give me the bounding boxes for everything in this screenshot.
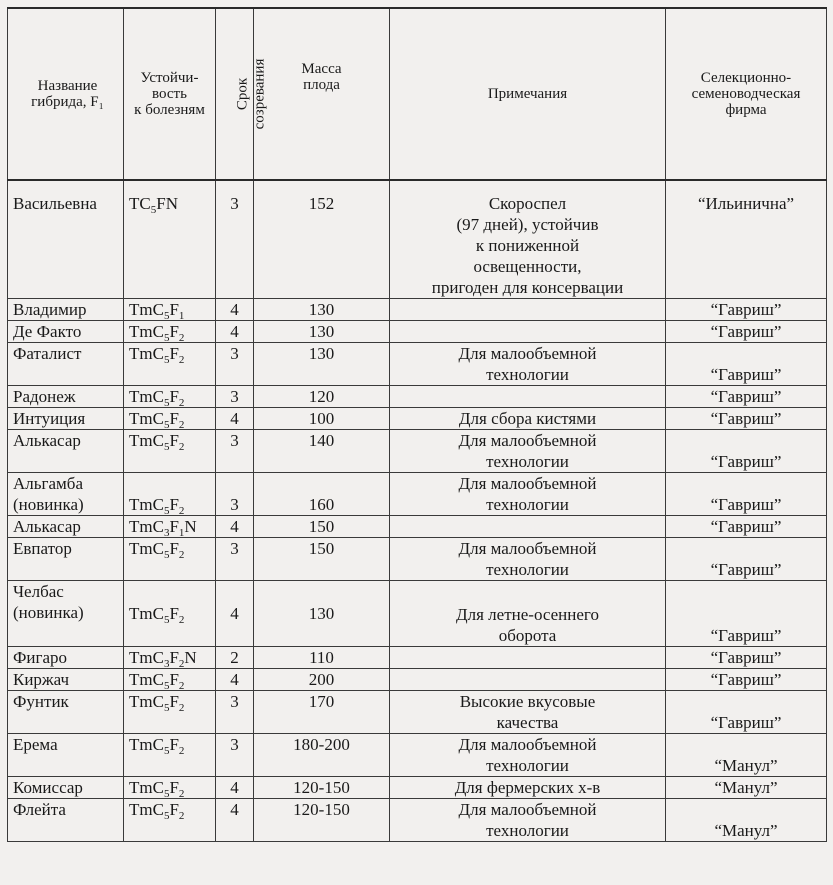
fruit-mass: 120-150 <box>254 799 390 842</box>
hybrid-name <box>8 180 124 299</box>
ripening-term: 3 <box>216 734 254 777</box>
notes <box>390 299 666 321</box>
table-row <box>8 516 827 538</box>
note-line: освещенности, <box>473 257 582 276</box>
ripening-term: 3 <box>216 343 254 386</box>
notes <box>390 538 666 581</box>
hybrid-name-line: Владимир <box>13 300 87 319</box>
table-row <box>8 799 827 842</box>
note-line: Для малообъемной <box>458 431 597 450</box>
notes <box>390 408 666 430</box>
notes <box>390 516 666 538</box>
table-row <box>8 647 827 669</box>
table-row <box>8 538 827 581</box>
note-line: Для малообъемной <box>458 539 597 558</box>
seed-firm: “Гавриш” <box>666 691 827 734</box>
seed-firm: “Гавриш” <box>666 647 827 669</box>
table-row <box>8 691 827 734</box>
notes <box>390 343 666 386</box>
hybrid-name <box>8 734 124 777</box>
ripening-term: 4 <box>216 299 254 321</box>
fruit-mass: 130 <box>254 299 390 321</box>
seed-firm: “Гавриш” <box>666 386 827 408</box>
notes <box>390 799 666 842</box>
note-line: Скороспел <box>488 194 567 213</box>
fruit-mass: 130 <box>254 321 390 343</box>
note-line: технологии <box>486 560 569 579</box>
table-row <box>8 408 827 430</box>
hybrid-name <box>8 343 124 386</box>
hybrid-name <box>8 799 124 842</box>
ripening-term: 3 <box>216 691 254 734</box>
notes <box>390 473 666 516</box>
hybrid-name <box>8 473 124 516</box>
resistance-code: $TmC_3F_2N$ <box>124 647 216 669</box>
hybrid-name-line: Радонеж <box>13 387 76 406</box>
hybrid-name-line: Фунтик <box>13 692 69 711</box>
header-name: Название гибрида, F₁ <box>8 8 124 180</box>
note-line: Высокие вкусовые <box>459 692 596 711</box>
table-row <box>8 777 827 799</box>
ripening-term: 3 <box>216 473 254 516</box>
hybrid-name-line: Интуиция <box>13 409 86 428</box>
hybrid-name-line: Евпатор <box>13 539 72 558</box>
notes <box>390 647 666 669</box>
resistance-code: $TmC_5F_2$ <box>124 691 216 734</box>
note-line: пригоден для консервации <box>431 278 624 297</box>
resistance-code: $TmC_5F_2$ <box>124 343 216 386</box>
hybrid-name-line: Ерема <box>13 735 58 754</box>
hybrid-name-line: Челбас <box>13 582 64 601</box>
resistance-code: $TmC_5F_1$ <box>124 299 216 321</box>
notes <box>390 734 666 777</box>
notes <box>390 430 666 473</box>
hybrid-name <box>8 408 124 430</box>
hybrid-name <box>8 669 124 691</box>
header-firm: Селекционно- семеноводческая фирма <box>666 8 827 180</box>
note-line: технологии <box>486 821 569 840</box>
resistance-code: $TmC_5F_2$ <box>124 777 216 799</box>
hybrid-name-line: (новинка) <box>13 603 84 622</box>
notes <box>390 321 666 343</box>
fruit-mass: 170 <box>254 691 390 734</box>
hybrid-name <box>8 386 124 408</box>
hybrid-name-line: Алькасар <box>13 517 81 536</box>
notes <box>390 581 666 647</box>
note-line: технологии <box>486 452 569 471</box>
note-line: Для малообъемной <box>458 344 597 363</box>
hybrid-name <box>8 691 124 734</box>
table-row <box>8 321 827 343</box>
hybrid-name-line: Фигаро <box>13 648 68 667</box>
resistance-code: $TmC_5F_2$ <box>124 669 216 691</box>
ripening-term: 2 <box>216 647 254 669</box>
resistance-code: $TmC_5F_2$ <box>124 408 216 430</box>
ripening-term: 3 <box>216 386 254 408</box>
note-line: технологии <box>486 365 569 384</box>
ripening-term: 3 <box>216 180 254 299</box>
hybrid-name-line: Флейта <box>13 800 66 819</box>
note-line: Для малообъемной <box>458 735 597 754</box>
seed-firm: “Гавриш” <box>666 430 827 473</box>
fruit-mass: 152 <box>254 180 390 299</box>
fruit-mass: 150 <box>254 516 390 538</box>
table-row <box>8 734 827 777</box>
table-row <box>8 581 827 647</box>
header-notes: Примечания <box>390 8 666 180</box>
resistance-code: $TmC_5F_2$ <box>124 386 216 408</box>
resistance-code: $TmC_5F_2$ <box>124 799 216 842</box>
resistance-code: $TmC_5F_2$ <box>124 538 216 581</box>
ripening-term: 4 <box>216 516 254 538</box>
seed-firm: “Манул” <box>666 799 827 842</box>
notes <box>390 386 666 408</box>
resistance-code: $TC_5FN$ <box>124 180 216 299</box>
fruit-mass: 130 <box>254 581 390 647</box>
resistance-code: $TmC_5F_2$ <box>124 734 216 777</box>
table-row <box>8 299 827 321</box>
hybrid-name-line: Де Факто <box>13 322 82 341</box>
seed-firm: “Гавриш” <box>666 538 827 581</box>
fruit-mass: 200 <box>254 669 390 691</box>
seed-firm: “Гавриш” <box>666 473 827 516</box>
seed-firm: “Гавриш” <box>666 516 827 538</box>
header-term <box>216 8 268 180</box>
seed-firm: “Манул” <box>666 777 827 799</box>
fruit-mass: 110 <box>254 647 390 669</box>
seed-firm: “Ильинична” <box>666 180 827 299</box>
fruit-mass: 180-200 <box>254 734 390 777</box>
table-row <box>8 669 827 691</box>
seed-firm: “Гавриш” <box>666 669 827 691</box>
fruit-mass: 130 <box>254 343 390 386</box>
note-line: Для сбора кистями <box>458 409 597 428</box>
note-line: качества <box>496 713 559 732</box>
notes <box>390 180 666 299</box>
resistance-code: $TmC_5F_2$ <box>124 430 216 473</box>
ripening-term: 3 <box>216 430 254 473</box>
note-line: (97 дней), устойчив <box>456 215 599 234</box>
note-line: к пониженной <box>475 236 580 255</box>
notes <box>390 691 666 734</box>
resistance-code: $TmC_5F_2$ <box>124 581 216 647</box>
ripening-term: 4 <box>216 408 254 430</box>
ripening-term: 4 <box>216 799 254 842</box>
header-resistance: Устойчи- вость к болезням <box>124 8 216 180</box>
fruit-mass: 150 <box>254 538 390 581</box>
hybrid-name <box>8 516 124 538</box>
hybrid-name-line: Алькасар <box>13 431 81 450</box>
hybrid-name <box>8 538 124 581</box>
seed-firm: “Манул” <box>666 734 827 777</box>
hybrid-name-line: Фаталист <box>13 344 82 363</box>
hybrid-name <box>8 321 124 343</box>
fruit-mass: 100 <box>254 408 390 430</box>
table-body <box>8 180 827 842</box>
notes <box>390 669 666 691</box>
hybrid-table <box>7 7 827 842</box>
resistance-code: $TmC_3F_1N$ <box>124 516 216 538</box>
seed-firm: “Гавриш” <box>666 408 827 430</box>
note-line: Для летне-осеннего <box>456 605 599 624</box>
table-row <box>8 343 827 386</box>
hybrid-name <box>8 777 124 799</box>
ripening-term: 3 <box>216 538 254 581</box>
note-line: технологии <box>486 756 569 775</box>
notes <box>390 777 666 799</box>
table-row <box>8 430 827 473</box>
fruit-mass: 120 <box>254 386 390 408</box>
note-line: Для фермерских х-в <box>454 778 601 797</box>
ripening-term: 4 <box>216 321 254 343</box>
hybrid-name-line: Васильевна <box>13 194 97 213</box>
hybrid-name <box>8 430 124 473</box>
header-mass: Масса плода <box>254 8 390 180</box>
hybrid-name <box>8 581 124 647</box>
note-line: Для малообъемной <box>458 474 597 493</box>
ripening-term: 4 <box>216 669 254 691</box>
resistance-code: $TmC_5F_2$ <box>124 473 216 516</box>
fruit-mass: 120-150 <box>254 777 390 799</box>
seed-firm: “Гавриш” <box>666 343 827 386</box>
note-line: оборота <box>498 626 557 645</box>
hybrid-name-line: Комиссар <box>13 778 83 797</box>
hybrid-name-line: Альгамба <box>13 474 83 493</box>
hybrid-name <box>8 647 124 669</box>
resistance-code: $TmC_5F_2$ <box>124 321 216 343</box>
seed-firm: “Гавриш” <box>666 321 827 343</box>
fruit-mass: 140 <box>254 430 390 473</box>
fruit-mass: 160 <box>254 473 390 516</box>
seed-firm: “Гавриш” <box>666 299 827 321</box>
hybrid-name <box>8 299 124 321</box>
table-row <box>8 473 827 516</box>
ripening-term: 4 <box>216 581 254 647</box>
ripening-term: 4 <box>216 777 254 799</box>
seed-firm: “Гавриш” <box>666 581 827 647</box>
hybrid-name-line: (новинка) <box>13 495 84 514</box>
note-line: Для малообъемной <box>458 800 597 819</box>
note-line: технологии <box>486 495 569 514</box>
header-row <box>8 8 827 180</box>
hybrid-name-line: Киржач <box>13 670 70 689</box>
table-row <box>8 180 827 299</box>
table-row <box>8 386 827 408</box>
header-term-rotated: Срок созревания <box>234 58 268 130</box>
